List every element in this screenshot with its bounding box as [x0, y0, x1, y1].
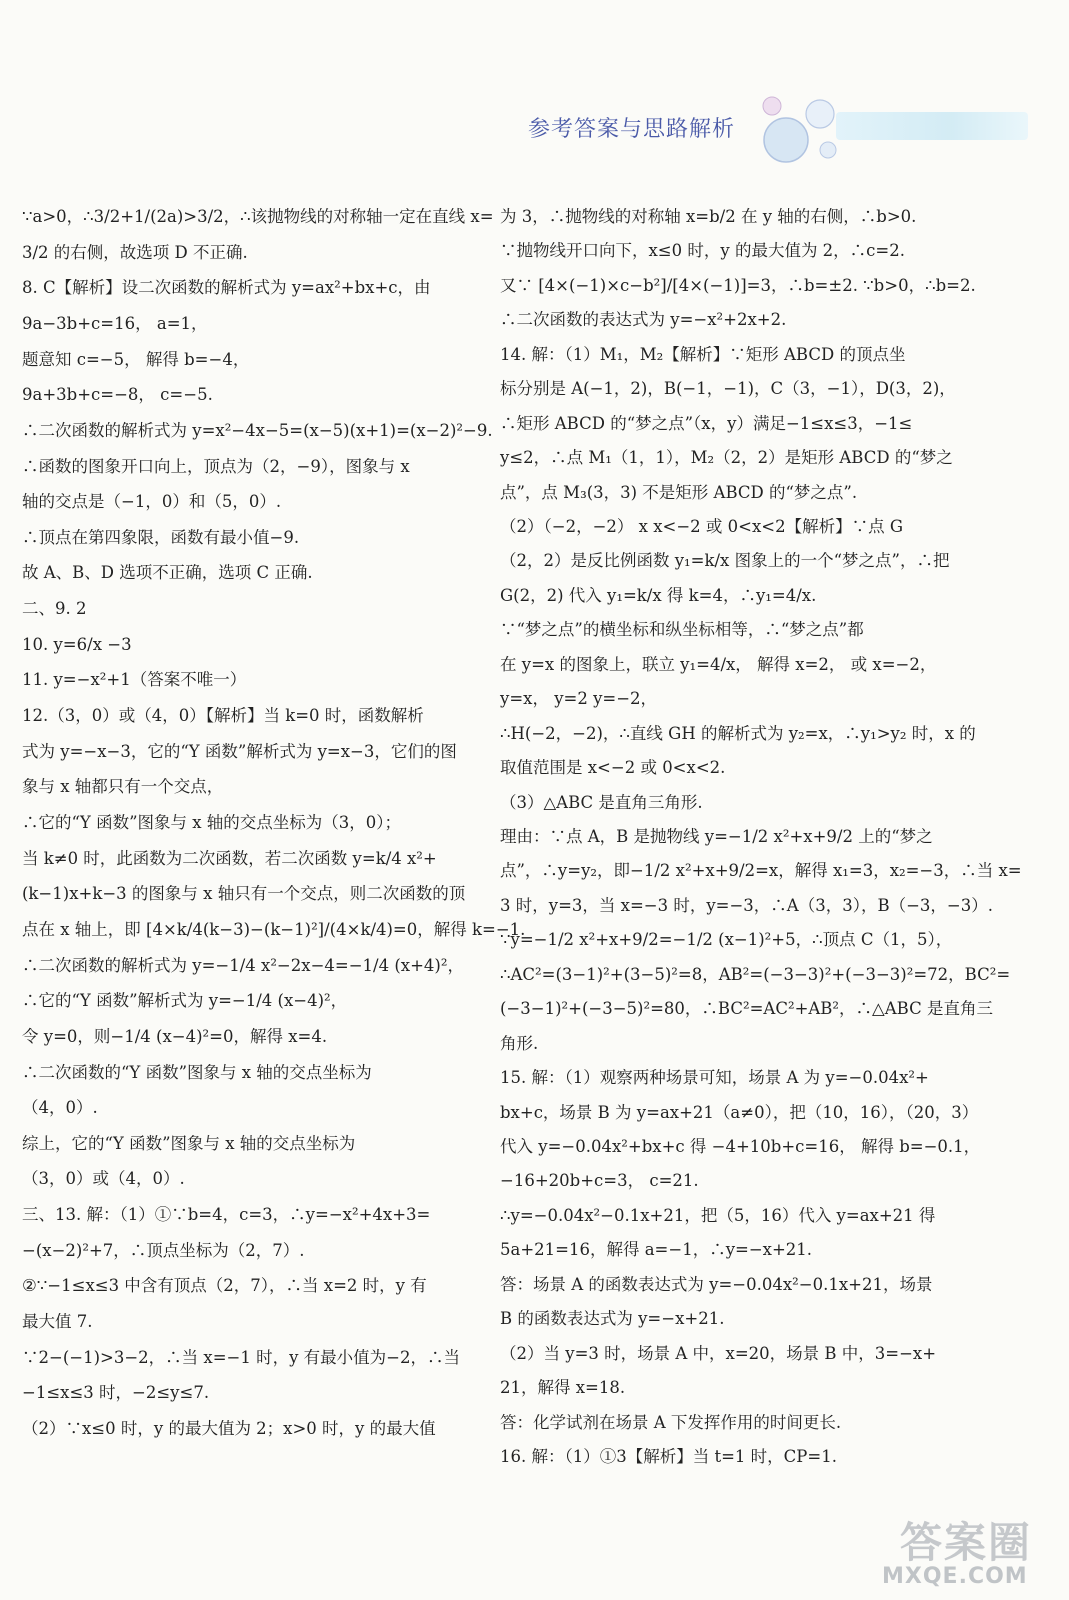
text-line: 点在 x 轴上，即 [4×k/4(k−3)−(k−1)²]/(4×k/4)=0，解得 k=−1.	[22, 919, 526, 939]
text-line: 点”，∴y=y₂，即−1/2 x²+x+9/2=x，解得 x₁=3，x₂=−3，∴当 x=	[500, 861, 1022, 881]
watermark-text: 答案圈	[900, 1518, 1033, 1567]
watermark-url: MXQE.COM	[882, 1564, 1028, 1589]
text-line: 最大值 7.	[22, 1312, 93, 1332]
text-line: （3）△ABC 是直角三角形.	[500, 792, 703, 812]
text-line: y≤2，∴点 M₁（1，1），M₂（2，2）是矩形 ABCD 的“梦之	[500, 448, 953, 468]
text-line: （4，0）.	[22, 1098, 98, 1118]
text-line: ∴二次函数的解析式为 y=x²−4x−5=(x−5)(x+1)=(x−2)²−9.	[22, 420, 493, 440]
text-line: 8. C【解析】设二次函数的解析式为 y=ax²+bx+c，由	[22, 278, 431, 298]
text-line: 11. y=−x²+1（答案不唯一）	[22, 670, 247, 690]
text-line: ∴矩形 ABCD 的“梦之点”（x，y）满足−1≤x≤3，−1≤	[500, 413, 913, 433]
text-line: 9a+3b+c=−8， c=−5.	[22, 385, 213, 405]
text-line: ∴H(−2，−2)，∴直线 GH 的解析式为 y₂=x，∴y₁>y₂ 时，x 的	[500, 723, 976, 743]
text-line: ∴二次函数的解析式为 y=−1/4 x²−2x−4=−1/4 (x+4)²，	[22, 955, 464, 975]
page-header-title: 参考答案与思路解析	[528, 117, 736, 142]
text-line: 答：场景 A 的函数表达式为 y=−0.04x²−0.1x+21，场景	[500, 1274, 933, 1294]
bubbles-decoration	[758, 92, 848, 172]
text-line: ∴y=−0.04x²−0.1x+21，把（5，16）代入 y=ax+21 得	[500, 1205, 936, 1225]
text-line: ∴它的“Y 函数”图象与 x 轴的交点坐标为（3，0）；	[22, 813, 402, 832]
text-line: （3，0）或（4，0）.	[22, 1169, 185, 1189]
text-line: 当 k≠0 时，此函数为二次函数，若二次函数 y=k/4 x²+	[22, 848, 437, 868]
text-line: 3/2 的右侧，故选项 D 不正确.	[22, 242, 248, 262]
text-line: 9a−3b+c=16， a=1，	[22, 313, 208, 333]
text-line: 取值范围是 x<−2 或 0<x<2.	[500, 758, 726, 778]
text-line: 10. y=6/x −3	[22, 634, 132, 654]
text-line: 在 y=x 的图象上，联立 y₁=4/x， 解得 x=2， 或 x=−2，	[500, 654, 937, 674]
text-line: 轴的交点是（−1，0）和（5，0）.	[22, 492, 282, 512]
text-line: 21，解得 x=18.	[500, 1378, 626, 1398]
text-line: (−3−1)²+(−3−5)²=80，∴BC²=AC²+AB²，∴△ABC 是直角三	[500, 999, 993, 1019]
text-line: ∵a>0，∴3/2+1/(2a)>3/2，∴该抛物线的对称轴一定在直线 x=	[22, 207, 494, 226]
text-line: G(2，2) 代入 y₁=k/x 得 k=4，∴y₁=4/x.	[500, 585, 817, 605]
text-line: 16. 解：（1）①3【解析】当 t=1 时，CP=1.	[500, 1447, 837, 1466]
text-line: 故 A、B、D 选项不正确，选项 C 正确.	[22, 563, 313, 583]
text-line: (k−1)x+k−3 的图象与 x 轴只有一个交点，则二次函数的顶	[22, 884, 466, 904]
text-line: y=x， y=2 y=−2，	[500, 689, 658, 709]
text-line: ∵抛物线开口向下，x≤0 时，y 的最大值为 2，∴c=2.	[500, 241, 905, 261]
text-line: −16+20b+c=3， c=21.	[500, 1171, 699, 1191]
text-line: 标分别是 A(−1，2)，B(−1，−1)，C（3，−1），D(3，2)，	[500, 379, 956, 399]
text-line: ∵“梦之点”的横坐标和纵坐标相等，∴“梦之点”都	[500, 620, 864, 640]
text-line: 理由：∵点 A，B 是抛物线 y=−1/2 x²+x+9/2 上的“梦之	[500, 827, 933, 846]
text-line: 令 y=0，则−1/4 (x−4)²=0，解得 x=4.	[22, 1026, 328, 1046]
text-line: 象与 x 轴都只有一个交点，	[22, 777, 224, 797]
text-line: 为 3，∴抛物线的对称轴 x=b/2 在 y 轴的右侧，∴b>0.	[500, 207, 917, 226]
text-line: （2）∵x≤0 时，y 的最大值为 2；x>0 时，y 的最大值	[22, 1419, 436, 1438]
text-line: 12.（3，0）或（4，0）【解析】当 k=0 时，函数解析	[22, 706, 424, 726]
text-line: B 的函数表达式为 y=−x+21.	[500, 1309, 725, 1329]
text-line: ∴二次函数的表达式为 y=−x²+2x+2.	[500, 310, 787, 330]
text-line: 二、9. 2	[22, 599, 87, 619]
text-line: 5a+21=16，解得 a=−1，∴y=−x+21.	[500, 1240, 813, 1260]
text-line: 又∵ [4×(−1)×c−b²]/[4×(−1)]=3，∴b=±2. ∵b>0，∴b=2.	[500, 275, 976, 295]
text-line: （2，2）是反比例函数 y₁=k/x 图象上的一个“梦之点”，∴把	[500, 551, 950, 571]
text-line: ∴AC²=(3−1)²+(3−5)²=8，AB²=(−3−3)²+(−3−3)²=72，BC²=	[500, 964, 1011, 984]
text-line: 代入 y=−0.04x²+bx+c 得 −4+10b+c=16， 解得 b=−0.1，	[500, 1137, 981, 1156]
text-line: 答：化学试剂在场景 A 下发挥作用的时间更长.	[500, 1412, 842, 1432]
watermark-logo	[870, 1510, 1050, 1590]
text-line: ∵y=−1/2 x²+x+9/2=−1/2 (x−1)²+5，∴顶点 C（1，5），	[500, 930, 953, 950]
text-line: ∴顶点在第四象限，函数有最小值−9.	[22, 527, 300, 547]
text-line: 角形.	[500, 1033, 539, 1053]
text-line: −1≤x≤3 时，−2≤y≤7.	[22, 1383, 210, 1403]
text-line: 3 时，y=3，当 x=−3 时，y=−3，∴A（3，3），B（−3，−3）.	[500, 895, 993, 915]
text-line: （2）当 y=3 时，场景 A 中，x=20，场景 B 中，3=−x+	[500, 1343, 937, 1363]
text-line: ∵2−(−1)>3−2，∴当 x=−1 时，y 有最小值为−2，∴当	[22, 1347, 460, 1367]
text-line: 综上，它的“Y 函数”图象与 x 轴的交点坐标为	[22, 1133, 356, 1153]
header-band	[836, 112, 1028, 140]
text-line: bx+c，场景 B 为 y=ax+21（a≠0），把（10，16），（20，3）	[500, 1102, 979, 1122]
text-line: 14. 解：（1）M₁，M₂【解析】∵矩形 ABCD 的顶点坐	[500, 344, 906, 364]
text-line: ∴函数的图象开口向上，顶点为（2，−9），图象与 x	[22, 456, 410, 476]
text-line: 题意知 c=−5， 解得 b=−4，	[22, 349, 250, 369]
text-line: 式为 y=−x−3，它的“Y 函数”解析式为 y=x−3，它们的图	[22, 741, 457, 761]
text-line: 15. 解：（1）观察两种场景可知，场景 A 为 y=−0.04x²+	[500, 1068, 929, 1088]
text-line: （2）（−2，−2） x x<−2 或 0<x<2【解析】∵点 G	[500, 517, 904, 536]
text-line: ②∵−1≤x≤3 中含有顶点（2，7），∴当 x=2 时，y 有	[22, 1276, 427, 1296]
text-line: ∴二次函数的“Y 函数”图象与 x 轴的交点坐标为	[22, 1062, 372, 1082]
text-line: 三、13. 解：（1）①∵b=4，c=3，∴y=−x²+4x+3=	[22, 1205, 431, 1225]
text-line: −(x−2)²+7，∴顶点坐标为（2，7）.	[22, 1240, 305, 1260]
text-line: ∴它的“Y 函数”解析式为 y=−1/4 (x−4)²，	[22, 991, 348, 1011]
text-line: 点”，点 M₃(3，3) 不是矩形 ABCD 的“梦之点”.	[500, 482, 858, 502]
